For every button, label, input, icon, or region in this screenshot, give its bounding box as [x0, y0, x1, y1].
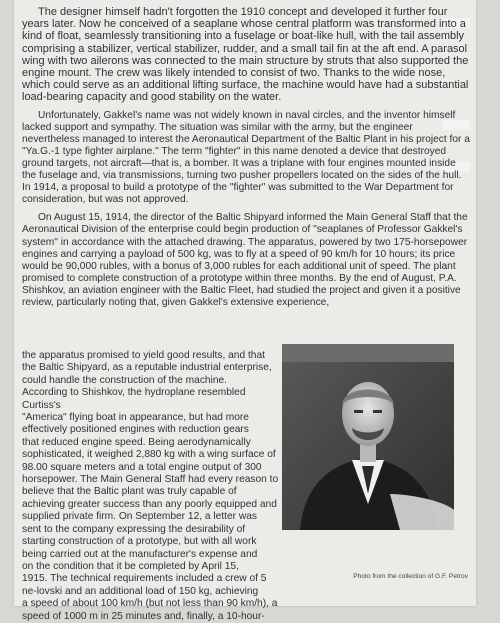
line: According to Shishkov, the hydroplane resembled Curtiss's: [22, 387, 246, 411]
line: horsepower. The Main General Staff had every reason to: [22, 474, 279, 486]
line: "America" flying boat in appearance, but had more: [22, 412, 249, 424]
line: sophisticated, it weighed 2,880 kg with a wing surface of: [22, 449, 276, 461]
line: ne-lovski and an additional load of 150 kg, achieving: [22, 585, 259, 597]
paragraph-3: On August 15, 1914, the director of the Baltic Shipyard informed the Main General Staff that the Aeronautical Division of the enterprise could begin production of "seaplanes of Professor Gakkel's system" in accordance with the attached drawing. The apparatus, powered by two 175-horsepower engines and carrying a payload of 500 kg, was to fly at a speed of 90 km/h for 10 hours; its price would be 90,000 rubles, with a bonus of 3,000 rubles for each additional unit of speed. The plant promised to complete construction of a prototype within three months. By the end of August, P.A. Shishkov, an aviation engineer with the Baltic Fleet, had studied the project and given it a positive review, particularly noting that, given Gakkel's extensive experience,: [22, 212, 468, 309]
line: a speed of about 100 km/h (but not less than 90 km/h), a: [22, 598, 278, 610]
line: on the condition that it be completed by April 15,: [22, 560, 239, 572]
portrait-photo-graphic: [282, 344, 454, 530]
line: that reduced engine speed. Being aerodynamically: [22, 436, 251, 448]
line: the Baltic Shipyard, as a reputable industrial enterprise,: [22, 362, 272, 374]
paragraph-2: Unfortunately, Gakkel's name was not widely known in naval circles, and the inventor himself lacked support and sympathy. The situation was similar with the army, but the engineer nevertheless managed to interest the Aeronautical Department of the Baltic Plant in his project for a "Ya.G.-1 type fighter airplane." The term "fighter" in this name denoted a device that destroyed ground targets, not aircraft—that is, a bomber. It was a triplane with four engines mounted inside the fuselage and, via transmissions, turning two pusher propellers located on the sides of the hull. In 1914, a proposal to build a prototype of the "fighter" was submitted to the War Department for consideration, but was not approved.: [22, 109, 470, 206]
line: starting construction of a prototype, but with all work: [22, 536, 257, 548]
line: being carried out at the manufacturer's expense and: [22, 548, 258, 560]
photo-caption: Photo from the collection of G.F. Petrov: [353, 573, 468, 580]
line: achieving greater success than any poorly equipped and: [22, 498, 277, 510]
line: the apparatus promised to yield good results, and that: [22, 350, 265, 361]
line: effectively positioned engines with reduction gears: [22, 424, 249, 436]
line: 1915. The technical requirements included a crew of 5: [22, 573, 267, 585]
article-lower-column: [22, 350, 284, 623]
article-body: [22, 6, 470, 315]
paragraph-1: The designer himself hadn't forgotten the 1910 concept and developed it further four years later. Now he conceived of a seaplane whose central platform was transformed into a kind of float, seamlessly transitioning into a fuselage or boat-like hull, with the tail assembly comprising a stabilizer, vertical stabilizer, rudder, and a small tail fin at the aft end. A parasol wing with two ailerons was connected to the main structure by struts that also supported the engine mount. The crew was likely intended to consist of two. Thanks to the wide nose, which could serve as an additional lifting surface, the machine would have had a substantial load-bearing capacity and good stability on the water.: [22, 6, 469, 104]
line: speed of 1000 m in 25 minutes and, finally, a 10-hour-: [22, 610, 265, 622]
line: sent to the company expressing the desirability of: [22, 523, 246, 535]
line: believe that the Baltic plant was truly capable of: [22, 486, 237, 498]
line: 98.00 square meters and a total engine output of 300: [22, 461, 262, 473]
line: could handle the construction of the machine.: [22, 374, 228, 386]
document-page: [14, 0, 476, 622]
line: supplied private firm. On September 12, a letter was: [22, 511, 257, 523]
portrait-photo: [282, 344, 454, 530]
